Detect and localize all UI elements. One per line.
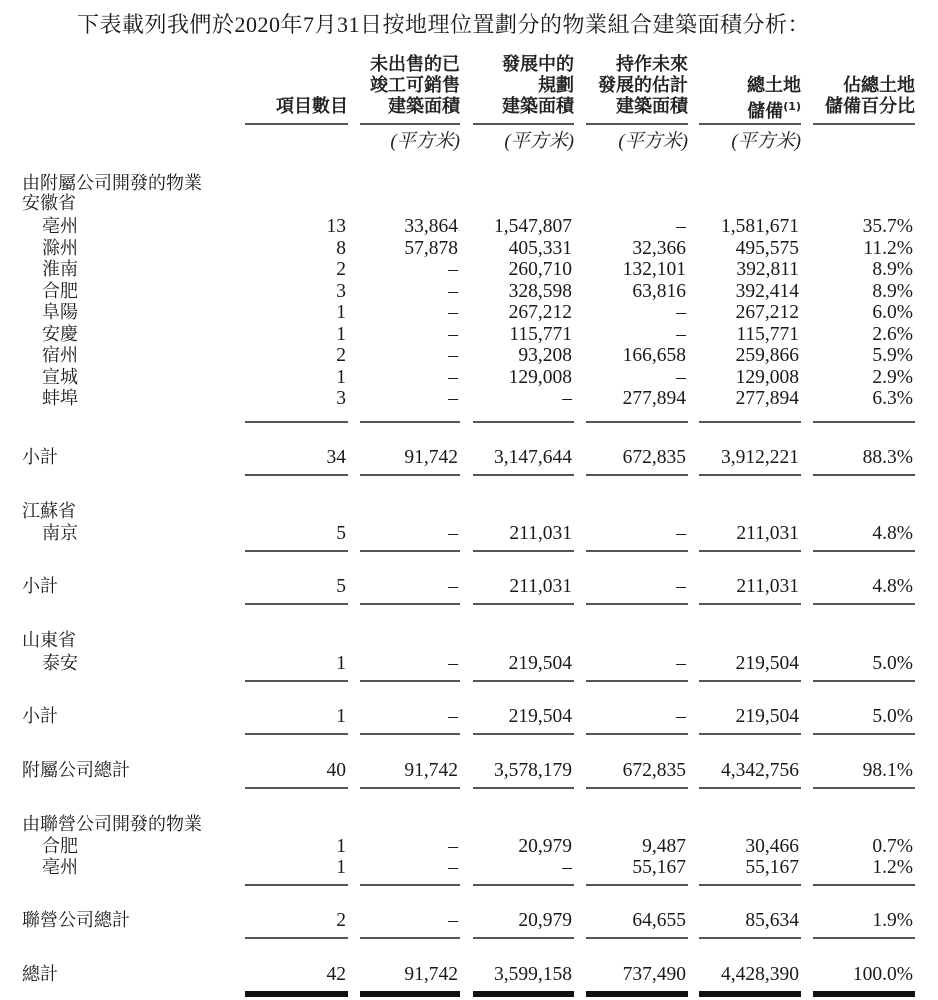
cell-value: 2.6% bbox=[872, 323, 913, 345]
cell-value: 2 bbox=[336, 345, 346, 366]
header-rule bbox=[473, 123, 574, 125]
cell-value: 219,504 bbox=[508, 706, 572, 727]
row-label: 亳州 bbox=[42, 857, 78, 878]
section-rule bbox=[586, 884, 688, 886]
cell-value: – bbox=[448, 259, 458, 280]
cell-value: 4.8% bbox=[872, 523, 913, 544]
double-rule bbox=[586, 991, 688, 997]
column-header-line: 竣工可銷售 bbox=[370, 75, 460, 96]
section-rule bbox=[586, 787, 688, 789]
table-title: 下表載列我們於2020年7月31日按地理位置劃分的物業組合建築面積分析： bbox=[77, 12, 811, 37]
cell-value: – bbox=[448, 323, 458, 345]
unit-label: (平方米) bbox=[618, 131, 688, 152]
cell-value: – bbox=[448, 857, 458, 878]
cell-value: 98.1% bbox=[862, 760, 913, 781]
column-header-line: 總土地 bbox=[747, 75, 801, 96]
cell-value: 1,581,671 bbox=[721, 216, 799, 237]
unit-label: (平方米) bbox=[390, 131, 460, 152]
column-header-line: 建築面積 bbox=[616, 96, 688, 117]
cell-value: 5.0% bbox=[872, 706, 913, 727]
section-rule bbox=[699, 474, 801, 476]
cell-value: 85,634 bbox=[745, 910, 799, 931]
unit-label: (平方米) bbox=[731, 131, 801, 152]
section-rule bbox=[699, 680, 801, 682]
row-label: 合肥 bbox=[42, 836, 78, 857]
section-rule bbox=[360, 550, 460, 552]
double-rule bbox=[360, 991, 460, 997]
cell-value: – bbox=[448, 345, 458, 366]
section-rule bbox=[245, 421, 348, 423]
section-rule bbox=[245, 733, 348, 735]
section-rule bbox=[699, 733, 801, 735]
row-label: 小計 bbox=[22, 447, 58, 468]
section-rule bbox=[699, 421, 801, 423]
section-rule bbox=[473, 680, 574, 682]
cell-value: 5 bbox=[336, 576, 346, 597]
cell-value: 132,101 bbox=[622, 259, 686, 280]
header-rule bbox=[360, 123, 460, 125]
footnote-marker: (1) bbox=[783, 100, 801, 113]
cell-value: 64,655 bbox=[632, 910, 686, 931]
cell-value: – bbox=[448, 836, 458, 857]
cell-value: 42 bbox=[326, 964, 346, 985]
section-rule bbox=[586, 603, 688, 605]
cell-value: 267,212 bbox=[735, 302, 799, 323]
cell-value: 277,894 bbox=[622, 388, 686, 409]
cell-value: 277,894 bbox=[735, 388, 799, 409]
cell-value: 5 bbox=[336, 523, 346, 544]
cell-value: 30,466 bbox=[745, 836, 799, 857]
cell-value: – bbox=[676, 706, 686, 727]
column-header-5 bbox=[793, 75, 915, 117]
section-rule bbox=[245, 550, 348, 552]
section-heading: 山東省 bbox=[22, 630, 76, 651]
section-rule bbox=[586, 550, 688, 552]
cell-value: 2 bbox=[336, 259, 346, 280]
cell-value: 405,331 bbox=[508, 237, 572, 259]
section-rule bbox=[245, 680, 348, 682]
cell-value: 260,710 bbox=[508, 259, 572, 280]
cell-value: 20,979 bbox=[518, 836, 572, 857]
cell-value: 33,864 bbox=[404, 216, 458, 237]
cell-value: 219,504 bbox=[735, 653, 799, 674]
column-header-line: 發展的估計 bbox=[598, 75, 688, 96]
row-label: 淮南 bbox=[42, 259, 78, 280]
cell-value: 20,979 bbox=[518, 910, 572, 931]
section-rule bbox=[473, 421, 574, 423]
cell-value: – bbox=[676, 523, 686, 544]
cell-value: 57,878 bbox=[404, 237, 458, 259]
row-label: 亳州 bbox=[42, 216, 78, 237]
section-rule bbox=[360, 680, 460, 682]
row-label: 附屬公司總計 bbox=[22, 760, 130, 781]
cell-value: – bbox=[448, 576, 458, 597]
column-header-4 bbox=[679, 75, 801, 122]
section-rule bbox=[473, 733, 574, 735]
column-header-line: 佔總土地 bbox=[843, 75, 915, 96]
section-rule bbox=[586, 937, 688, 939]
section-rule bbox=[360, 884, 460, 886]
cell-value: – bbox=[676, 302, 686, 323]
section-rule bbox=[586, 474, 688, 476]
column-header-2 bbox=[453, 54, 574, 117]
cell-value: 211,031 bbox=[736, 523, 799, 544]
section-rule bbox=[360, 474, 460, 476]
cell-value: – bbox=[448, 280, 458, 302]
section-rule bbox=[813, 550, 915, 552]
cell-value: 2.9% bbox=[872, 366, 913, 388]
section-rule bbox=[813, 787, 915, 789]
section-rule bbox=[813, 474, 915, 476]
cell-value: – bbox=[448, 388, 458, 409]
row-label: 南京 bbox=[42, 523, 78, 544]
section-rule bbox=[245, 937, 348, 939]
double-rule bbox=[473, 991, 574, 997]
cell-value: 1.2% bbox=[872, 857, 913, 878]
section-rule bbox=[813, 733, 915, 735]
cell-value: 1 bbox=[336, 366, 346, 388]
cell-value: 3,147,644 bbox=[494, 447, 572, 468]
cell-value: 3 bbox=[336, 280, 346, 302]
cell-value: 1,547,807 bbox=[494, 216, 572, 237]
cell-value: – bbox=[448, 653, 458, 674]
section-rule bbox=[473, 937, 574, 939]
cell-value: 8.9% bbox=[872, 280, 913, 302]
cell-value: 55,167 bbox=[632, 857, 686, 878]
cell-value: 129,008 bbox=[508, 366, 572, 388]
section-rule bbox=[473, 787, 574, 789]
section-rule bbox=[473, 603, 574, 605]
cell-value: 5.0% bbox=[872, 653, 913, 674]
column-header-line: 儲備$^{(1)}$ bbox=[747, 100, 801, 122]
cell-value: 55,167 bbox=[745, 857, 799, 878]
header-rule bbox=[813, 123, 915, 125]
cell-value: 88.3% bbox=[862, 447, 913, 468]
cell-value: 737,490 bbox=[622, 964, 686, 985]
cell-value: 219,504 bbox=[508, 653, 572, 674]
cell-value: 1 bbox=[336, 857, 346, 878]
section-rule bbox=[586, 680, 688, 682]
column-header-0 bbox=[225, 96, 348, 117]
cell-value: 211,031 bbox=[736, 576, 799, 597]
cell-value: 11.2% bbox=[863, 237, 913, 259]
cell-value: 91,742 bbox=[404, 964, 458, 985]
header-rule bbox=[245, 123, 348, 125]
row-label: 蚌埠 bbox=[42, 388, 78, 409]
section-rule bbox=[813, 680, 915, 682]
column-header-line: 持作未來 bbox=[616, 54, 688, 75]
cell-value: 1 bbox=[336, 323, 346, 345]
section-heading: 江蘇省 bbox=[22, 501, 76, 522]
row-label: 宿州 bbox=[42, 345, 78, 366]
cell-value: 4,428,390 bbox=[721, 964, 799, 985]
cell-value: – bbox=[676, 323, 686, 345]
cell-value: – bbox=[676, 576, 686, 597]
cell-value: 35.7% bbox=[862, 216, 913, 237]
cell-value: – bbox=[448, 706, 458, 727]
cell-value: 115,771 bbox=[509, 323, 572, 345]
row-label: 小計 bbox=[22, 576, 58, 597]
cell-value: 93,208 bbox=[518, 345, 572, 366]
cell-value: – bbox=[676, 366, 686, 388]
column-header-line: 規劃 bbox=[538, 75, 574, 96]
cell-value: 6.3% bbox=[872, 388, 913, 409]
section-rule bbox=[699, 787, 801, 789]
section-rule bbox=[813, 937, 915, 939]
section-heading: 由聯營公司開發的物業 bbox=[22, 814, 202, 835]
double-rule bbox=[699, 991, 801, 997]
cell-value: 2 bbox=[336, 910, 346, 931]
row-label: 泰安 bbox=[42, 653, 78, 674]
cell-value: – bbox=[676, 216, 686, 237]
cell-value: 129,008 bbox=[735, 366, 799, 388]
section-rule bbox=[813, 421, 915, 423]
cell-value: – bbox=[676, 653, 686, 674]
cell-value: 1 bbox=[336, 653, 346, 674]
section-rule bbox=[360, 787, 460, 789]
cell-value: 4,342,756 bbox=[721, 760, 799, 781]
cell-value: – bbox=[562, 388, 572, 409]
cell-value: 3 bbox=[336, 388, 346, 409]
cell-value: 1 bbox=[336, 302, 346, 323]
column-header-1 bbox=[340, 54, 460, 117]
unit-label: (平方米) bbox=[504, 131, 574, 152]
row-label: 宣城 bbox=[42, 366, 78, 388]
section-rule bbox=[245, 603, 348, 605]
row-label: 滁州 bbox=[42, 237, 78, 259]
cell-value: 1 bbox=[336, 836, 346, 857]
section-rule bbox=[813, 603, 915, 605]
column-header-line: 建築面積 bbox=[502, 96, 574, 117]
cell-value: 3,599,158 bbox=[494, 964, 572, 985]
section-rule bbox=[586, 421, 688, 423]
section-rule bbox=[360, 733, 460, 735]
cell-value: 8.9% bbox=[872, 259, 913, 280]
header-rule bbox=[699, 123, 801, 125]
section-rule bbox=[245, 474, 348, 476]
section-rule bbox=[813, 884, 915, 886]
cell-value: 4.8% bbox=[872, 576, 913, 597]
column-header-line: 建築面積 bbox=[388, 96, 460, 117]
column-header-line: 未出售的已 bbox=[370, 54, 460, 75]
cell-value: 3,912,221 bbox=[721, 447, 799, 468]
cell-value: 6.0% bbox=[872, 302, 913, 323]
section-rule bbox=[360, 421, 460, 423]
section-rule bbox=[360, 937, 460, 939]
cell-value: 259,866 bbox=[735, 345, 799, 366]
cell-value: 91,742 bbox=[404, 447, 458, 468]
section-heading: 由附屬公司開發的物業 bbox=[22, 173, 202, 194]
column-header-line: 項目數目 bbox=[276, 96, 348, 117]
header-rule bbox=[586, 123, 688, 125]
cell-value: 91,742 bbox=[404, 760, 458, 781]
cell-value: 392,811 bbox=[736, 259, 799, 280]
cell-value: – bbox=[448, 910, 458, 931]
section-rule bbox=[699, 603, 801, 605]
cell-value: 32,366 bbox=[632, 237, 686, 259]
column-header-line: 儲備百分比 bbox=[825, 96, 915, 117]
cell-value: 267,212 bbox=[508, 302, 572, 323]
cell-value: – bbox=[448, 366, 458, 388]
cell-value: – bbox=[448, 302, 458, 323]
double-rule bbox=[813, 991, 915, 997]
cell-value: – bbox=[562, 857, 572, 878]
section-rule bbox=[473, 550, 574, 552]
cell-value: 34 bbox=[326, 447, 346, 468]
row-label: 合肥 bbox=[42, 280, 78, 302]
section-rule bbox=[699, 550, 801, 552]
row-label: 聯營公司總計 bbox=[22, 910, 130, 931]
cell-value: 3,578,179 bbox=[494, 760, 572, 781]
cell-value: 8 bbox=[336, 237, 346, 259]
cell-value: 392,414 bbox=[735, 280, 799, 302]
cell-value: 100.0% bbox=[852, 964, 913, 985]
section-rule bbox=[699, 884, 801, 886]
section-rule bbox=[245, 884, 348, 886]
row-label: 阜陽 bbox=[42, 302, 78, 323]
column-header-line: 發展中的 bbox=[502, 54, 574, 75]
cell-value: 13 bbox=[326, 216, 346, 237]
cell-value: 9,487 bbox=[642, 836, 686, 857]
section-rule bbox=[245, 787, 348, 789]
cell-value: 115,771 bbox=[736, 323, 799, 345]
section-rule bbox=[699, 937, 801, 939]
cell-value: 1 bbox=[336, 706, 346, 727]
cell-value: 219,504 bbox=[735, 706, 799, 727]
section-rule bbox=[360, 603, 460, 605]
row-label: 小計 bbox=[22, 706, 58, 727]
cell-value: 1.9% bbox=[872, 910, 913, 931]
column-header-3 bbox=[566, 54, 688, 117]
cell-value: 328,598 bbox=[508, 280, 572, 302]
row-label: 總計 bbox=[22, 964, 58, 985]
section-rule bbox=[586, 733, 688, 735]
cell-value: 5.9% bbox=[872, 345, 913, 366]
cell-value: 672,835 bbox=[622, 447, 686, 468]
cell-value: 211,031 bbox=[509, 576, 572, 597]
cell-value: 672,835 bbox=[622, 760, 686, 781]
cell-value: 166,658 bbox=[622, 345, 686, 366]
row-label: 安慶 bbox=[42, 323, 78, 345]
cell-value: 63,816 bbox=[632, 280, 686, 302]
cell-value: – bbox=[448, 523, 458, 544]
section-rule bbox=[473, 474, 574, 476]
section-rule bbox=[473, 884, 574, 886]
cell-value: 495,575 bbox=[735, 237, 799, 259]
cell-value: 211,031 bbox=[509, 523, 572, 544]
cell-value: 40 bbox=[326, 760, 346, 781]
cell-value: 0.7% bbox=[872, 836, 913, 857]
section-heading: 安徽省 bbox=[22, 193, 76, 214]
double-rule bbox=[245, 991, 348, 997]
